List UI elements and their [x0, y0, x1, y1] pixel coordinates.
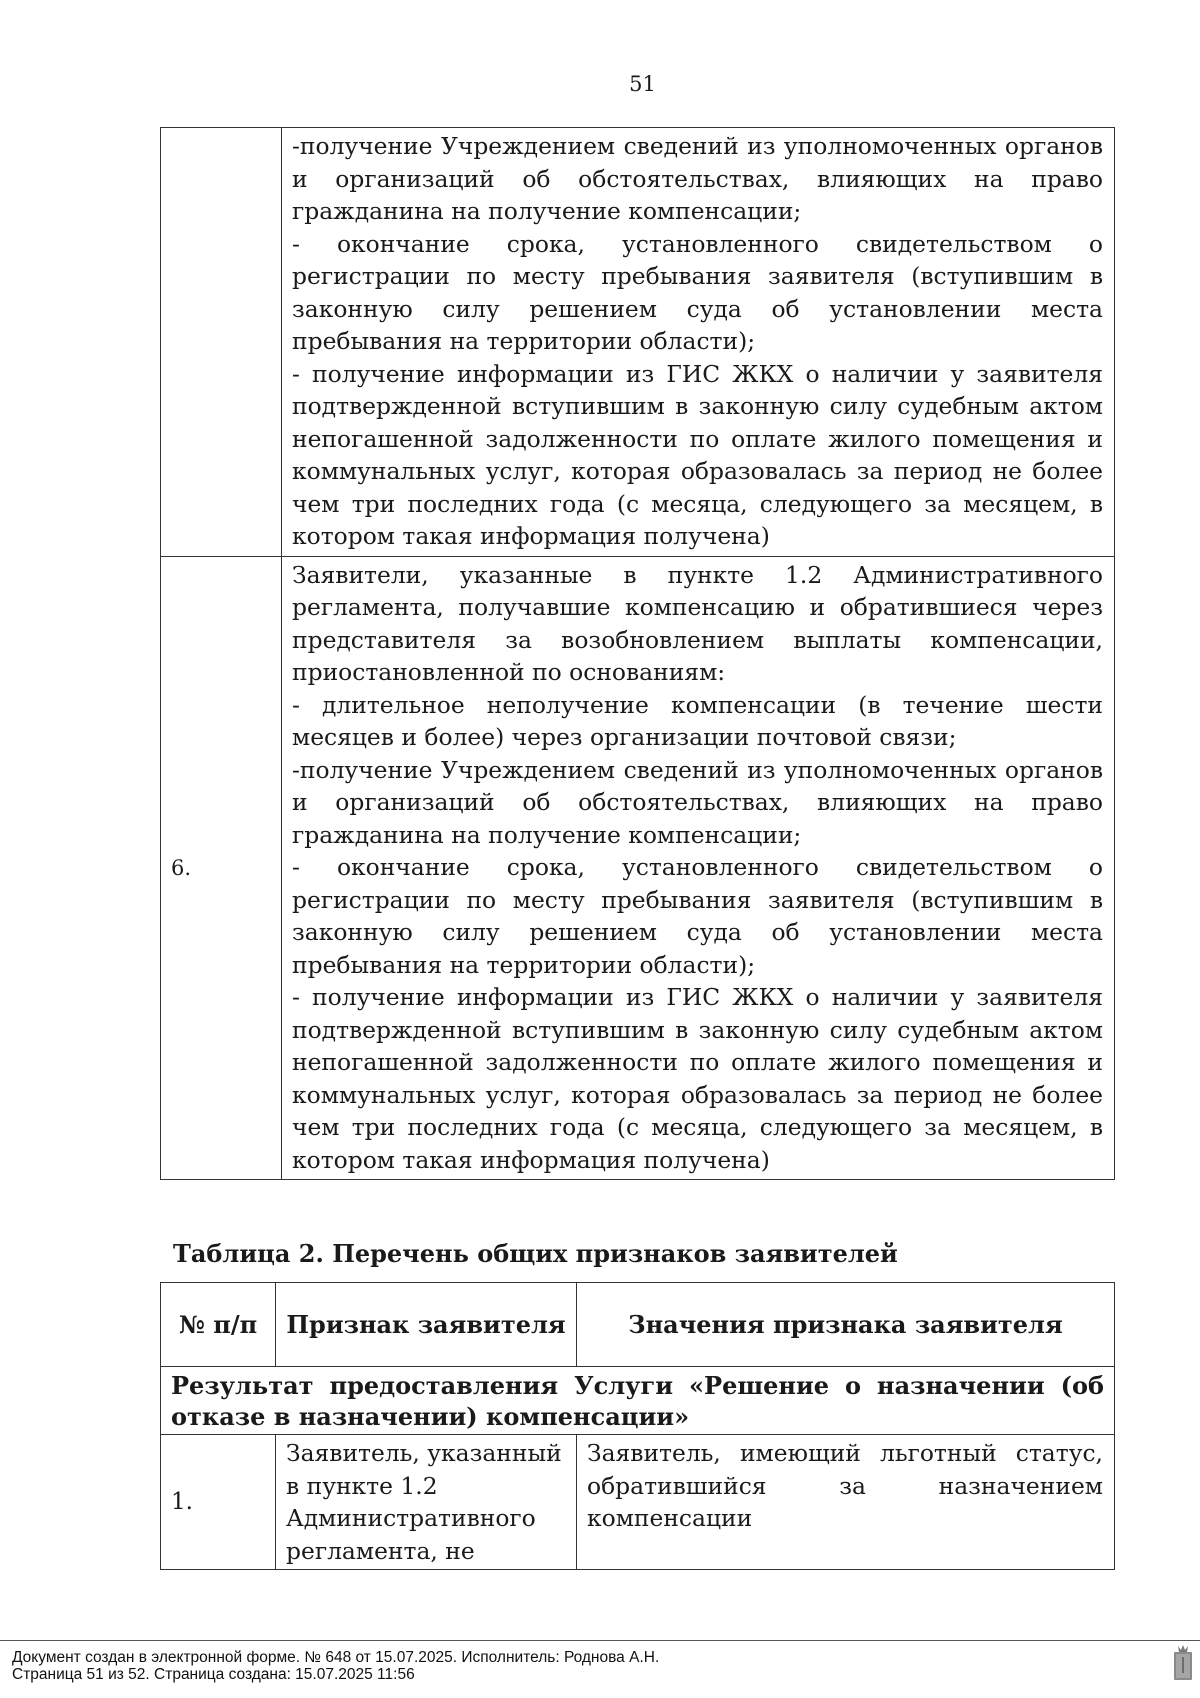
row-text [282, 128, 1115, 557]
continued-table [160, 127, 1115, 1180]
paragraph: - получение информации из ГИС ЖКХ о наличии у заявителя подтвержденной вступившим в законную силу судебным актом непогашенной задолженности по оплате жилого помещения и коммунальных услуг, которая образовалась за период не более чем три последних года (с месяца, следующего за месяцем, в котором такая информация получена) [292, 359, 1103, 550]
section-title: Результат предоставления Услуги «Решение о назначении (об отказе в назначении) компенсации» [161, 1367, 1115, 1435]
column-header-attribute: Признак заявителя [276, 1283, 577, 1367]
row-number: 1. [161, 1435, 276, 1570]
applicant-attributes-table [160, 1282, 1115, 1570]
footer-text [12, 1649, 659, 1683]
table-header-row [161, 1283, 1115, 1367]
paragraph: - окончание срока, установленного свидетельством о регистрации по месту пребывания заявителя (вступившим в законную силу решением суда об установлении места пребывания на территории области); [292, 853, 1103, 979]
column-header-value: Значения признака заявителя [577, 1283, 1115, 1367]
row-number: 6. [161, 556, 282, 1180]
column-header-number: № п/п [161, 1283, 276, 1367]
attribute-line: в пункте 1.2 [286, 1471, 438, 1500]
table-row [161, 1435, 1115, 1570]
paragraph: -получение Учреждением сведений из уполномоченных органов и организаций об обстоятельствах, влияющих на право гражданина на получение компенсации; [292, 132, 1103, 225]
row-attribute [276, 1435, 577, 1570]
paragraph: Заявители, указанные в пункте 1.2 Административного регламента, получавшие компенсацию и обратившиеся через представителя за возобновлением выплаты компенсации, приостановленной по основаниям: [292, 560, 1103, 686]
row-number [161, 128, 282, 557]
row-text [282, 556, 1115, 1180]
attribute-line: Административного [286, 1504, 536, 1532]
section-row [161, 1367, 1115, 1435]
table-caption: Таблица 2. Перечень общих признаков заявителей [173, 1239, 898, 1268]
document-footer [0, 1640, 1200, 1683]
table-row [161, 128, 1115, 557]
paragraph: -получение Учреждением сведений из уполномоченных органов и организаций об обстоятельствах, влияющих на право гражданина на получение компенсации; [292, 755, 1103, 849]
paragraph: - окончание срока, установленного свидетельством о регистрации по месту пребывания заявителя (вступившим в законную силу решением суда об установлении места пребывания на территории области); [292, 229, 1103, 355]
footer-line-1: Документ создан в электронной форме. № 648 от 15.07.2025. Исполнитель: Роднова А.Н. [12, 1649, 660, 1666]
row-value: Заявитель, имеющий льготный статус, обратившийся за назначением компенсации [577, 1435, 1115, 1570]
paragraph: - длительное неполучение компенсации (в течение шести месяцев и более) через организации почтовой связи; [292, 690, 1103, 751]
page-number: 51 [629, 72, 656, 96]
paragraph: - получение информации из ГИС ЖКХ о наличии у заявителя подтвержденной вступившим в законную силу судебным актом непогашенной задолженности по оплате жилого помещения и коммунальных услуг, которая образовалась за период не более чем три последних года (с месяца, следующего за месяцем, в котором такая информация получена) [292, 983, 1103, 1174]
table-row [161, 556, 1115, 1180]
coat-of-arms-icon [1172, 1644, 1194, 1682]
footer-line-2: Страница 51 из 52. Страница создана: 15.07.2025 11:56 [12, 1666, 415, 1683]
attribute-line: регламента, не [286, 1536, 475, 1565]
attribute-line: Заявитель, указанный [286, 1439, 562, 1467]
